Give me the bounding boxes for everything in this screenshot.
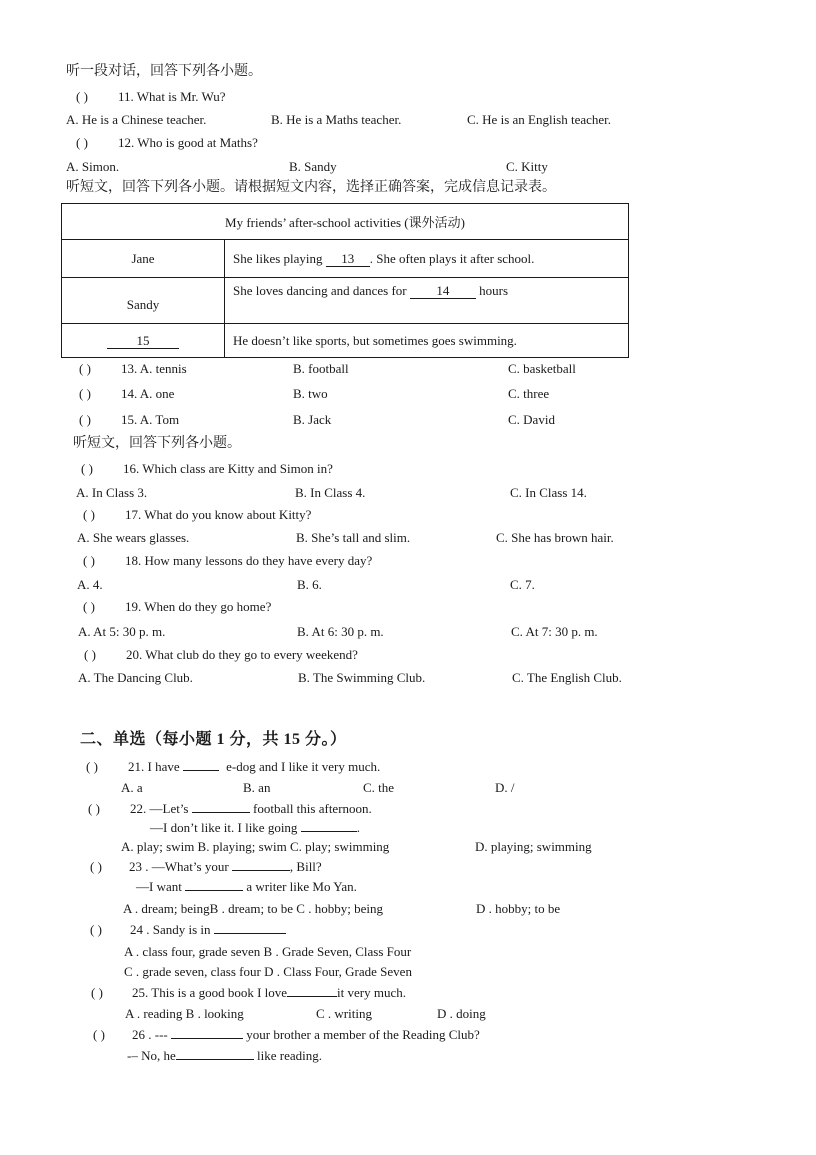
answer-paren-11[interactable]: ( )	[76, 89, 88, 104]
instruction-listen-3: 听短文，回答下列各小题。	[73, 436, 241, 451]
q21-option-c[interactable]: C. the	[363, 780, 395, 795]
q18-option-a[interactable]: A. 4.	[77, 577, 103, 592]
q26-line2-before: -– No, he	[127, 1048, 176, 1063]
q17-option-a[interactable]: A. She wears glasses.	[77, 530, 190, 545]
q23-options-abc[interactable]: A . dream; beingB . dream; to be C . hobby; being	[123, 901, 383, 916]
table-description-cell: He doesn’t like sports, but sometimes goes swimming.	[225, 324, 629, 358]
q22-line2-before: —I don’t like it. I like going	[150, 820, 298, 835]
q13-option-c[interactable]: C. basketball	[508, 361, 576, 376]
answer-paren-25[interactable]: ( )	[91, 985, 103, 1000]
question-12-stem: 12. Who is good at Maths?	[118, 135, 258, 150]
question-16-stem: 16. Which class are Kitty and Simon in?	[123, 461, 333, 476]
blank-25[interactable]	[287, 996, 337, 997]
instruction-listen-1: 听一段对话，回答下列各小题。	[66, 64, 262, 79]
q12-option-a[interactable]: A. Simon.	[66, 159, 120, 174]
row1-text-after: . She often plays it after school.	[369, 250, 535, 266]
question-18-stem: 18. How many lessons do they have every day?	[125, 553, 373, 568]
answer-paren-18[interactable]: ( )	[83, 553, 95, 568]
question-22-stem	[130, 801, 372, 817]
q20-option-c[interactable]: C. The English Club.	[512, 670, 622, 685]
blank-26-1[interactable]	[171, 1038, 243, 1039]
q21-text-before: 21. I have	[128, 759, 180, 774]
table-row	[62, 278, 629, 324]
row1-text-before: She likes playing	[233, 250, 323, 266]
blank-23-1[interactable]	[232, 870, 290, 871]
q12-option-b[interactable]: B. Sandy	[289, 159, 337, 174]
instruction-listen-2: 听短文，回答下列各小题。请根据短文内容，选择正确答案，完成信息记录表。	[66, 180, 556, 195]
q25-options-ab[interactable]: A . reading B . looking	[125, 1006, 244, 1021]
answer-paren-17[interactable]: ( )	[83, 507, 95, 522]
q21-text-after: e-dog and I like it very much.	[226, 759, 381, 774]
answer-paren-19[interactable]: ( )	[83, 599, 95, 614]
q18-option-c[interactable]: C. 7.	[510, 577, 535, 592]
q14-option-c[interactable]: C. three	[508, 386, 550, 401]
table-name-cell: Sandy	[62, 278, 225, 324]
blank-26-2[interactable]	[176, 1059, 254, 1060]
q25-text-before: 25. This is a good book I love	[132, 985, 288, 1000]
q22-options-abc[interactable]: A. play; swim B. playing; swim C. play; swimming	[121, 839, 390, 854]
answer-paren-13[interactable]: ( )	[79, 361, 91, 376]
q23-text-after: , Bill?	[289, 859, 322, 874]
blank-14[interactable]: 14	[410, 284, 476, 299]
q17-option-b[interactable]: B. She’s tall and slim.	[296, 530, 411, 545]
answer-paren-22[interactable]: ( )	[88, 801, 100, 816]
blank-23-2[interactable]	[185, 890, 243, 891]
question-22-line-2	[150, 820, 360, 836]
blank-22-2[interactable]	[301, 831, 357, 832]
q24-options-ab[interactable]: A . class four, grade seven B . Grade Seven, Class Four	[124, 944, 412, 959]
table-name-cell: Jane	[62, 240, 225, 278]
q23-line2-before: —I want	[136, 879, 182, 894]
blank-15[interactable]: 15	[107, 334, 179, 349]
q11-option-a[interactable]: A. He is a Chinese teacher.	[66, 112, 207, 127]
q20-option-b[interactable]: B. The Swimming Club.	[298, 670, 426, 685]
q16-option-c[interactable]: C. In Class 14.	[510, 485, 587, 500]
section-2-heading: 二、单选（每小题 1 分，共 15 分。）	[80, 731, 347, 748]
answer-paren-20[interactable]: ( )	[84, 647, 96, 662]
table-description-cell	[225, 278, 629, 324]
table-row	[62, 240, 629, 278]
table-name-cell	[62, 324, 225, 358]
info-record-table	[61, 203, 629, 358]
q16-option-b[interactable]: B. In Class 4.	[295, 485, 366, 500]
q19-option-b[interactable]: B. At 6: 30 p. m.	[297, 624, 384, 639]
q21-option-d[interactable]: D. /	[495, 780, 515, 795]
q14-option-a[interactable]: 14. A. one	[121, 386, 175, 401]
q12-option-c[interactable]: C. Kitty	[506, 159, 548, 174]
q22-text-before: 22. —Let’s	[130, 801, 189, 816]
q21-option-b[interactable]: B. an	[243, 780, 271, 795]
q17-option-c[interactable]: C. She has brown hair.	[496, 530, 614, 545]
q25-text-after: it very much.	[337, 985, 406, 1000]
q15-option-b[interactable]: B. Jack	[293, 412, 332, 427]
answer-paren-21[interactable]: ( )	[86, 759, 98, 774]
q24-options-cd[interactable]: C . grade seven, class four D . Class Four, Grade Seven	[124, 964, 412, 979]
q23-text-before: 23 . —What’s your	[129, 859, 229, 874]
q11-option-b[interactable]: B. He is a Maths teacher.	[271, 112, 402, 127]
q11-option-c[interactable]: C. He is an English teacher.	[467, 112, 612, 127]
question-20-stem: 20. What club do they go to every weekend?	[126, 647, 358, 662]
q13-option-a[interactable]: 13. A. tennis	[121, 361, 187, 376]
question-26-stem	[132, 1027, 480, 1043]
q15-option-a[interactable]: 15. A. Tom	[121, 412, 180, 427]
question-26-line-2	[127, 1048, 322, 1064]
question-24-stem	[130, 922, 286, 938]
q26-text-before: 26 . ---	[132, 1027, 168, 1042]
q22-text-after: football this afternoon.	[253, 801, 372, 816]
q13-option-b[interactable]: B. football	[293, 361, 349, 376]
question-23-stem	[129, 859, 322, 875]
q21-option-a[interactable]: A. a	[121, 780, 143, 795]
q18-option-b[interactable]: B. 6.	[297, 577, 322, 592]
q16-option-a[interactable]: A. In Class 3.	[76, 485, 148, 500]
row2-text-before: She loves dancing and dances for	[233, 283, 407, 298]
q23-option-d[interactable]: D . hobby; to be	[476, 901, 561, 916]
answer-paren-16[interactable]: ( )	[81, 461, 93, 476]
q24-text-before: 24 . Sandy is in	[130, 922, 211, 937]
question-17-stem: 17. What do you know about Kitty?	[125, 507, 312, 522]
q26-line2-after: like reading.	[257, 1048, 322, 1063]
row2-text-after: hours	[479, 283, 509, 298]
question-19-stem: 19. When do they go home?	[125, 599, 272, 614]
q19-option-a[interactable]: A. At 5: 30 p. m.	[78, 624, 166, 639]
blank-24[interactable]	[214, 933, 286, 934]
question-21-stem	[128, 759, 380, 775]
answer-paren-26[interactable]: ( )	[93, 1027, 105, 1042]
q22-option-d[interactable]: D. playing; swimming	[475, 839, 592, 854]
q15-option-c[interactable]: C. David	[508, 412, 555, 427]
question-25-stem	[132, 985, 406, 1001]
q25-option-c[interactable]: C . writing	[316, 1006, 372, 1021]
table-row	[62, 324, 629, 358]
answer-paren-24[interactable]: ( )	[90, 922, 102, 937]
q23-line2-after: a writer like Mo Yan.	[246, 879, 357, 894]
q25-option-d[interactable]: D . doing	[437, 1006, 486, 1021]
q19-option-c[interactable]: C. At 7: 30 p. m.	[511, 624, 598, 639]
table-description-cell	[225, 240, 629, 278]
table-title: My friends’ after-school activities (课外活动)	[62, 204, 629, 240]
answer-paren-12[interactable]: ( )	[76, 135, 88, 150]
question-23-line-2	[136, 879, 357, 895]
answer-paren-23[interactable]: ( )	[90, 859, 102, 874]
blank-22-1[interactable]	[192, 812, 250, 813]
answer-paren-14[interactable]: ( )	[79, 386, 91, 401]
q14-option-b[interactable]: B. two	[293, 386, 328, 401]
question-11-stem: 11. What is Mr. Wu?	[118, 89, 226, 104]
q26-text-after: your brother a member of the Reading Club?	[246, 1027, 480, 1042]
blank-21[interactable]	[183, 770, 219, 771]
answer-paren-15[interactable]: ( )	[79, 412, 91, 427]
q22-line2-after: .	[356, 820, 360, 835]
blank-13[interactable]: 13	[326, 252, 370, 267]
q20-option-a[interactable]: A. The Dancing Club.	[78, 670, 193, 685]
